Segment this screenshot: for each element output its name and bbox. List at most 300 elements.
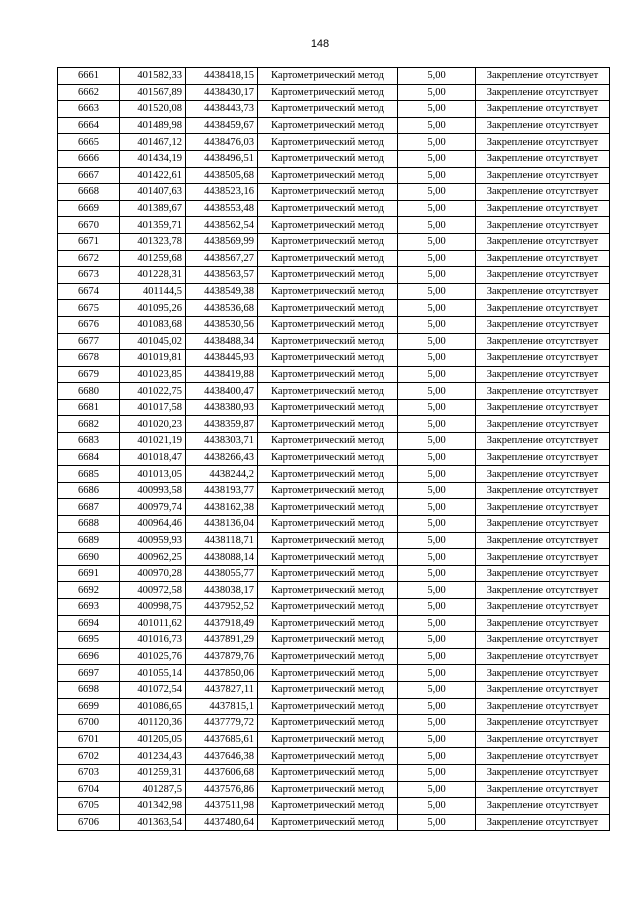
method-cell: Картометрический метод bbox=[258, 300, 398, 317]
accuracy-cell: 5,00 bbox=[398, 499, 476, 516]
method-cell: Картометрический метод bbox=[258, 68, 398, 85]
fixing-cell: Закрепление отсутствует bbox=[476, 233, 610, 250]
y-coordinate-cell: 4437480,64 bbox=[186, 814, 258, 831]
fixing-cell: Закрепление отсутствует bbox=[476, 300, 610, 317]
table-row bbox=[58, 333, 610, 350]
fixing-cell: Закрепление отсутствует bbox=[476, 134, 610, 151]
table-row bbox=[58, 632, 610, 649]
method-cell: Картометрический метод bbox=[258, 516, 398, 533]
accuracy-cell: 5,00 bbox=[398, 366, 476, 383]
table-row bbox=[58, 316, 610, 333]
point-number-cell: 6674 bbox=[58, 283, 120, 300]
method-cell: Картометрический метод bbox=[258, 233, 398, 250]
method-cell: Картометрический метод bbox=[258, 383, 398, 400]
fixing-cell: Закрепление отсутствует bbox=[476, 416, 610, 433]
x-coordinate-cell: 401144,5 bbox=[120, 283, 186, 300]
fixing-cell: Закрепление отсутствует bbox=[476, 681, 610, 698]
fixing-cell: Закрепление отсутствует bbox=[476, 366, 610, 383]
fixing-cell: Закрепление отсутствует bbox=[476, 68, 610, 85]
method-cell: Картометрический метод bbox=[258, 698, 398, 715]
y-coordinate-cell: 4437918,49 bbox=[186, 615, 258, 632]
accuracy-cell: 5,00 bbox=[398, 150, 476, 167]
table-row bbox=[58, 516, 610, 533]
y-coordinate-cell: 4438505,68 bbox=[186, 167, 258, 184]
table-row bbox=[58, 399, 610, 416]
y-coordinate-cell: 4438400,47 bbox=[186, 383, 258, 400]
accuracy-cell: 5,00 bbox=[398, 781, 476, 798]
point-number-cell: 6665 bbox=[58, 134, 120, 151]
method-cell: Картометрический метод bbox=[258, 798, 398, 815]
method-cell: Картометрический метод bbox=[258, 333, 398, 350]
point-number-cell: 6679 bbox=[58, 366, 120, 383]
y-coordinate-cell: 4438088,14 bbox=[186, 549, 258, 566]
x-coordinate-cell: 401520,08 bbox=[120, 101, 186, 118]
x-coordinate-cell: 401407,63 bbox=[120, 184, 186, 201]
x-coordinate-cell: 401582,33 bbox=[120, 68, 186, 85]
table-row bbox=[58, 383, 610, 400]
point-number-cell: 6667 bbox=[58, 167, 120, 184]
table-row bbox=[58, 366, 610, 383]
accuracy-cell: 5,00 bbox=[398, 466, 476, 483]
x-coordinate-cell: 400998,75 bbox=[120, 599, 186, 616]
x-coordinate-cell: 401055,14 bbox=[120, 665, 186, 682]
table-row bbox=[58, 665, 610, 682]
method-cell: Картометрический метод bbox=[258, 101, 398, 118]
fixing-cell: Закрепление отсутствует bbox=[476, 764, 610, 781]
table-row bbox=[58, 715, 610, 732]
method-cell: Картометрический метод bbox=[258, 615, 398, 632]
y-coordinate-cell: 4438380,93 bbox=[186, 399, 258, 416]
x-coordinate-cell: 401020,23 bbox=[120, 416, 186, 433]
x-coordinate-cell: 401022,75 bbox=[120, 383, 186, 400]
method-cell: Картометрический метод bbox=[258, 350, 398, 367]
accuracy-cell: 5,00 bbox=[398, 698, 476, 715]
x-coordinate-cell: 401228,31 bbox=[120, 267, 186, 284]
x-coordinate-cell: 401095,26 bbox=[120, 300, 186, 317]
accuracy-cell: 5,00 bbox=[398, 250, 476, 267]
fixing-cell: Закрепление отсутствует bbox=[476, 482, 610, 499]
point-number-cell: 6703 bbox=[58, 764, 120, 781]
y-coordinate-cell: 4437850,06 bbox=[186, 665, 258, 682]
method-cell: Картометрический метод bbox=[258, 582, 398, 599]
fixing-cell: Закрепление отсутствует bbox=[476, 516, 610, 533]
table-row bbox=[58, 731, 610, 748]
fixing-cell: Закрепление отсутствует bbox=[476, 499, 610, 516]
point-number-cell: 6675 bbox=[58, 300, 120, 317]
method-cell: Картометрический метод bbox=[258, 648, 398, 665]
point-number-cell: 6676 bbox=[58, 316, 120, 333]
accuracy-cell: 5,00 bbox=[398, 798, 476, 815]
x-coordinate-cell: 401287,5 bbox=[120, 781, 186, 798]
fixing-cell: Закрепление отсутствует bbox=[476, 665, 610, 682]
accuracy-cell: 5,00 bbox=[398, 582, 476, 599]
x-coordinate-cell: 401467,12 bbox=[120, 134, 186, 151]
accuracy-cell: 5,00 bbox=[398, 615, 476, 632]
x-coordinate-cell: 401422,61 bbox=[120, 167, 186, 184]
fixing-cell: Закрепление отсутствует bbox=[476, 316, 610, 333]
table-row bbox=[58, 449, 610, 466]
y-coordinate-cell: 4437879,76 bbox=[186, 648, 258, 665]
point-number-cell: 6669 bbox=[58, 200, 120, 217]
accuracy-cell: 5,00 bbox=[398, 134, 476, 151]
point-number-cell: 6661 bbox=[58, 68, 120, 85]
fixing-cell: Закрепление отсутствует bbox=[476, 184, 610, 201]
point-number-cell: 6685 bbox=[58, 466, 120, 483]
y-coordinate-cell: 4437891,29 bbox=[186, 632, 258, 649]
table-row bbox=[58, 200, 610, 217]
point-number-cell: 6670 bbox=[58, 217, 120, 234]
accuracy-cell: 5,00 bbox=[398, 101, 476, 118]
x-coordinate-cell: 401023,85 bbox=[120, 366, 186, 383]
accuracy-cell: 5,00 bbox=[398, 648, 476, 665]
accuracy-cell: 5,00 bbox=[398, 449, 476, 466]
table-row bbox=[58, 532, 610, 549]
table-row bbox=[58, 184, 610, 201]
accuracy-cell: 5,00 bbox=[398, 715, 476, 732]
x-coordinate-cell: 400972,58 bbox=[120, 582, 186, 599]
fixing-cell: Закрепление отсутствует bbox=[476, 748, 610, 765]
point-number-cell: 6671 bbox=[58, 233, 120, 250]
y-coordinate-cell: 4437511,98 bbox=[186, 798, 258, 815]
accuracy-cell: 5,00 bbox=[398, 217, 476, 234]
point-number-cell: 6683 bbox=[58, 433, 120, 450]
fixing-cell: Закрепление отсутствует bbox=[476, 615, 610, 632]
table-row bbox=[58, 250, 610, 267]
point-number-cell: 6696 bbox=[58, 648, 120, 665]
y-coordinate-cell: 4438419,88 bbox=[186, 366, 258, 383]
accuracy-cell: 5,00 bbox=[398, 316, 476, 333]
method-cell: Картометрический метод bbox=[258, 134, 398, 151]
fixing-cell: Закрепление отсутствует bbox=[476, 599, 610, 616]
table-row bbox=[58, 84, 610, 101]
x-coordinate-cell: 401083,68 bbox=[120, 316, 186, 333]
y-coordinate-cell: 4438496,51 bbox=[186, 150, 258, 167]
fixing-cell: Закрепление отсутствует bbox=[476, 698, 610, 715]
point-number-cell: 6668 bbox=[58, 184, 120, 201]
x-coordinate-cell: 401259,31 bbox=[120, 764, 186, 781]
method-cell: Картометрический метод bbox=[258, 167, 398, 184]
point-number-cell: 6687 bbox=[58, 499, 120, 516]
x-coordinate-cell: 401018,47 bbox=[120, 449, 186, 466]
method-cell: Картометрический метод bbox=[258, 84, 398, 101]
fixing-cell: Закрепление отсутствует bbox=[476, 731, 610, 748]
fixing-cell: Закрепление отсутствует bbox=[476, 117, 610, 134]
fixing-cell: Закрепление отсутствует bbox=[476, 200, 610, 217]
table-row bbox=[58, 781, 610, 798]
y-coordinate-cell: 4438244,2 bbox=[186, 466, 258, 483]
accuracy-cell: 5,00 bbox=[398, 200, 476, 217]
method-cell: Картометрический метод bbox=[258, 532, 398, 549]
method-cell: Картометрический метод bbox=[258, 632, 398, 649]
table-row bbox=[58, 167, 610, 184]
method-cell: Картометрический метод bbox=[258, 764, 398, 781]
table-row bbox=[58, 300, 610, 317]
accuracy-cell: 5,00 bbox=[398, 565, 476, 582]
x-coordinate-cell: 400959,93 bbox=[120, 532, 186, 549]
accuracy-cell: 5,00 bbox=[398, 84, 476, 101]
y-coordinate-cell: 4438569,99 bbox=[186, 233, 258, 250]
x-coordinate-cell: 401045,02 bbox=[120, 333, 186, 350]
fixing-cell: Закрепление отсутствует bbox=[476, 582, 610, 599]
y-coordinate-cell: 4438443,73 bbox=[186, 101, 258, 118]
table-row bbox=[58, 748, 610, 765]
accuracy-cell: 5,00 bbox=[398, 267, 476, 284]
method-cell: Картометрический метод bbox=[258, 399, 398, 416]
table-row bbox=[58, 217, 610, 234]
fixing-cell: Закрепление отсутствует bbox=[476, 84, 610, 101]
method-cell: Картометрический метод bbox=[258, 482, 398, 499]
coordinates-table-body bbox=[58, 68, 610, 831]
method-cell: Картометрический метод bbox=[258, 748, 398, 765]
point-number-cell: 6672 bbox=[58, 250, 120, 267]
fixing-cell: Закрепление отсутствует bbox=[476, 350, 610, 367]
fixing-cell: Закрепление отсутствует bbox=[476, 632, 610, 649]
accuracy-cell: 5,00 bbox=[398, 383, 476, 400]
fixing-cell: Закрепление отсутствует bbox=[476, 217, 610, 234]
point-number-cell: 6698 bbox=[58, 681, 120, 698]
accuracy-cell: 5,00 bbox=[398, 665, 476, 682]
x-coordinate-cell: 401489,98 bbox=[120, 117, 186, 134]
y-coordinate-cell: 4437952,52 bbox=[186, 599, 258, 616]
y-coordinate-cell: 4438488,34 bbox=[186, 333, 258, 350]
method-cell: Картометрический метод bbox=[258, 416, 398, 433]
method-cell: Картометрический метод bbox=[258, 117, 398, 134]
x-coordinate-cell: 400979,74 bbox=[120, 499, 186, 516]
x-coordinate-cell: 401019,81 bbox=[120, 350, 186, 367]
fixing-cell: Закрепление отсутствует bbox=[476, 565, 610, 582]
y-coordinate-cell: 4437576,86 bbox=[186, 781, 258, 798]
y-coordinate-cell: 4437827,11 bbox=[186, 681, 258, 698]
x-coordinate-cell: 400962,25 bbox=[120, 549, 186, 566]
page-number: 148 bbox=[310, 38, 330, 50]
fixing-cell: Закрепление отсутствует bbox=[476, 715, 610, 732]
table-row bbox=[58, 698, 610, 715]
accuracy-cell: 5,00 bbox=[398, 117, 476, 134]
y-coordinate-cell: 4438430,17 bbox=[186, 84, 258, 101]
point-number-cell: 6705 bbox=[58, 798, 120, 815]
x-coordinate-cell: 401011,62 bbox=[120, 615, 186, 632]
fixing-cell: Закрепление отсутствует bbox=[476, 283, 610, 300]
y-coordinate-cell: 4438445,93 bbox=[186, 350, 258, 367]
point-number-cell: 6681 bbox=[58, 399, 120, 416]
y-coordinate-cell: 4438055,77 bbox=[186, 565, 258, 582]
y-coordinate-cell: 4438536,68 bbox=[186, 300, 258, 317]
accuracy-cell: 5,00 bbox=[398, 350, 476, 367]
y-coordinate-cell: 4438562,54 bbox=[186, 217, 258, 234]
accuracy-cell: 5,00 bbox=[398, 482, 476, 499]
table-row bbox=[58, 267, 610, 284]
accuracy-cell: 5,00 bbox=[398, 814, 476, 831]
x-coordinate-cell: 401363,54 bbox=[120, 814, 186, 831]
fixing-cell: Закрепление отсутствует bbox=[476, 383, 610, 400]
fixing-cell: Закрепление отсутствует bbox=[476, 814, 610, 831]
point-number-cell: 6680 bbox=[58, 383, 120, 400]
method-cell: Картометрический метод bbox=[258, 433, 398, 450]
x-coordinate-cell: 401259,68 bbox=[120, 250, 186, 267]
x-coordinate-cell: 401013,05 bbox=[120, 466, 186, 483]
fixing-cell: Закрепление отсутствует bbox=[476, 798, 610, 815]
x-coordinate-cell: 400970,28 bbox=[120, 565, 186, 582]
y-coordinate-cell: 4438266,43 bbox=[186, 449, 258, 466]
point-number-cell: 6688 bbox=[58, 516, 120, 533]
x-coordinate-cell: 401205,05 bbox=[120, 731, 186, 748]
y-coordinate-cell: 4438193,77 bbox=[186, 482, 258, 499]
accuracy-cell: 5,00 bbox=[398, 433, 476, 450]
method-cell: Картометрический метод bbox=[258, 549, 398, 566]
point-number-cell: 6664 bbox=[58, 117, 120, 134]
fixing-cell: Закрепление отсутствует bbox=[476, 549, 610, 566]
x-coordinate-cell: 401359,71 bbox=[120, 217, 186, 234]
point-number-cell: 6695 bbox=[58, 632, 120, 649]
accuracy-cell: 5,00 bbox=[398, 632, 476, 649]
fixing-cell: Закрепление отсутствует bbox=[476, 267, 610, 284]
table-row bbox=[58, 681, 610, 698]
x-coordinate-cell: 400964,46 bbox=[120, 516, 186, 533]
table-row bbox=[58, 150, 610, 167]
point-number-cell: 6677 bbox=[58, 333, 120, 350]
y-coordinate-cell: 4438038,17 bbox=[186, 582, 258, 599]
accuracy-cell: 5,00 bbox=[398, 516, 476, 533]
point-number-cell: 6702 bbox=[58, 748, 120, 765]
method-cell: Картометрический метод bbox=[258, 499, 398, 516]
accuracy-cell: 5,00 bbox=[398, 333, 476, 350]
point-number-cell: 6706 bbox=[58, 814, 120, 831]
accuracy-cell: 5,00 bbox=[398, 167, 476, 184]
table-row bbox=[58, 648, 610, 665]
method-cell: Картометрический метод bbox=[258, 814, 398, 831]
fixing-cell: Закрепление отсутствует bbox=[476, 648, 610, 665]
method-cell: Картометрический метод bbox=[258, 250, 398, 267]
accuracy-cell: 5,00 bbox=[398, 681, 476, 698]
method-cell: Картометрический метод bbox=[258, 565, 398, 582]
accuracy-cell: 5,00 bbox=[398, 68, 476, 85]
point-number-cell: 6692 bbox=[58, 582, 120, 599]
point-number-cell: 6694 bbox=[58, 615, 120, 632]
table-row bbox=[58, 615, 610, 632]
method-cell: Картометрический метод bbox=[258, 466, 398, 483]
table-row bbox=[58, 101, 610, 118]
table-row bbox=[58, 814, 610, 831]
x-coordinate-cell: 401389,67 bbox=[120, 200, 186, 217]
table-row bbox=[58, 764, 610, 781]
fixing-cell: Закрепление отсутствует bbox=[476, 532, 610, 549]
y-coordinate-cell: 4438549,38 bbox=[186, 283, 258, 300]
accuracy-cell: 5,00 bbox=[398, 416, 476, 433]
x-coordinate-cell: 401072,54 bbox=[120, 681, 186, 698]
method-cell: Картометрический метод bbox=[258, 267, 398, 284]
method-cell: Картометрический метод bbox=[258, 150, 398, 167]
fixing-cell: Закрепление отсутствует bbox=[476, 167, 610, 184]
x-coordinate-cell: 400993,58 bbox=[120, 482, 186, 499]
x-coordinate-cell: 401342,98 bbox=[120, 798, 186, 815]
accuracy-cell: 5,00 bbox=[398, 731, 476, 748]
x-coordinate-cell: 401021,19 bbox=[120, 433, 186, 450]
fixing-cell: Закрепление отсутствует bbox=[476, 150, 610, 167]
accuracy-cell: 5,00 bbox=[398, 184, 476, 201]
x-coordinate-cell: 401234,43 bbox=[120, 748, 186, 765]
x-coordinate-cell: 401086,65 bbox=[120, 698, 186, 715]
table-row bbox=[58, 117, 610, 134]
fixing-cell: Закрепление отсутствует bbox=[476, 399, 610, 416]
point-number-cell: 6701 bbox=[58, 731, 120, 748]
x-coordinate-cell: 401567,89 bbox=[120, 84, 186, 101]
point-number-cell: 6666 bbox=[58, 150, 120, 167]
method-cell: Картометрический метод bbox=[258, 681, 398, 698]
point-number-cell: 6662 bbox=[58, 84, 120, 101]
table-row bbox=[58, 582, 610, 599]
x-coordinate-cell: 401017,58 bbox=[120, 399, 186, 416]
x-coordinate-cell: 401120,36 bbox=[120, 715, 186, 732]
x-coordinate-cell: 401323,78 bbox=[120, 233, 186, 250]
fixing-cell: Закрепление отсутствует bbox=[476, 449, 610, 466]
table-row bbox=[58, 134, 610, 151]
point-number-cell: 6663 bbox=[58, 101, 120, 118]
point-number-cell: 6699 bbox=[58, 698, 120, 715]
point-number-cell: 6682 bbox=[58, 416, 120, 433]
method-cell: Картометрический метод bbox=[258, 184, 398, 201]
point-number-cell: 6704 bbox=[58, 781, 120, 798]
method-cell: Картометрический метод bbox=[258, 200, 398, 217]
y-coordinate-cell: 4438523,16 bbox=[186, 184, 258, 201]
accuracy-cell: 5,00 bbox=[398, 549, 476, 566]
table-row bbox=[58, 482, 610, 499]
y-coordinate-cell: 4438553,48 bbox=[186, 200, 258, 217]
y-coordinate-cell: 4438567,27 bbox=[186, 250, 258, 267]
table-row bbox=[58, 433, 610, 450]
fixing-cell: Закрепление отсутствует bbox=[476, 433, 610, 450]
x-coordinate-cell: 401434,19 bbox=[120, 150, 186, 167]
x-coordinate-cell: 401016,73 bbox=[120, 632, 186, 649]
x-coordinate-cell: 401025,76 bbox=[120, 648, 186, 665]
method-cell: Картометрический метод bbox=[258, 283, 398, 300]
method-cell: Картометрический метод bbox=[258, 449, 398, 466]
method-cell: Картометрический метод bbox=[258, 731, 398, 748]
table-row bbox=[58, 233, 610, 250]
point-number-cell: 6693 bbox=[58, 599, 120, 616]
point-number-cell: 6678 bbox=[58, 350, 120, 367]
table-row bbox=[58, 466, 610, 483]
y-coordinate-cell: 4438530,56 bbox=[186, 316, 258, 333]
method-cell: Картометрический метод bbox=[258, 665, 398, 682]
y-coordinate-cell: 4438118,71 bbox=[186, 532, 258, 549]
point-number-cell: 6689 bbox=[58, 532, 120, 549]
y-coordinate-cell: 4438359,87 bbox=[186, 416, 258, 433]
table-row bbox=[58, 499, 610, 516]
table-row bbox=[58, 565, 610, 582]
table-row bbox=[58, 798, 610, 815]
fixing-cell: Закрепление отсутствует bbox=[476, 101, 610, 118]
y-coordinate-cell: 4438476,03 bbox=[186, 134, 258, 151]
table-row bbox=[58, 599, 610, 616]
y-coordinate-cell: 4438162,38 bbox=[186, 499, 258, 516]
y-coordinate-cell: 4437646,38 bbox=[186, 748, 258, 765]
point-number-cell: 6690 bbox=[58, 549, 120, 566]
method-cell: Картометрический метод bbox=[258, 217, 398, 234]
point-number-cell: 6686 bbox=[58, 482, 120, 499]
table-row bbox=[58, 350, 610, 367]
accuracy-cell: 5,00 bbox=[398, 283, 476, 300]
accuracy-cell: 5,00 bbox=[398, 532, 476, 549]
method-cell: Картометрический метод bbox=[258, 781, 398, 798]
method-cell: Картометрический метод bbox=[258, 316, 398, 333]
y-coordinate-cell: 4438136,04 bbox=[186, 516, 258, 533]
y-coordinate-cell: 4437685,61 bbox=[186, 731, 258, 748]
point-number-cell: 6691 bbox=[58, 565, 120, 582]
accuracy-cell: 5,00 bbox=[398, 300, 476, 317]
fixing-cell: Закрепление отсутствует bbox=[476, 781, 610, 798]
y-coordinate-cell: 4437606,68 bbox=[186, 764, 258, 781]
y-coordinate-cell: 4437779,72 bbox=[186, 715, 258, 732]
